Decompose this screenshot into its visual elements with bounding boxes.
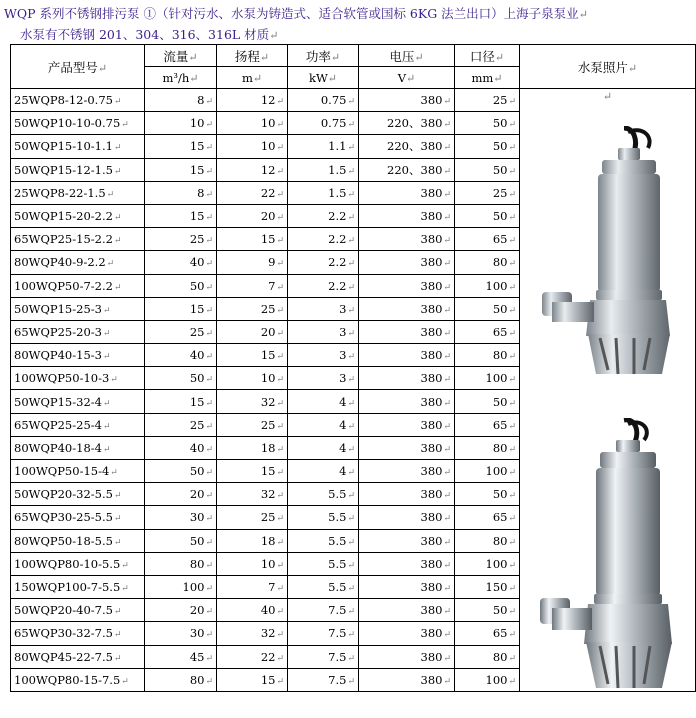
cell-caliber: 65↵ [455, 320, 520, 343]
cell-model: 25WQP8-12-0.75↵ [11, 89, 145, 112]
cell-caliber: 100↵ [455, 367, 520, 390]
cell-power: 1.5↵ [288, 181, 359, 204]
cell-model: 50WQP15-25-3↵ [11, 297, 145, 320]
cell-power: 5.5↵ [288, 552, 359, 575]
cell-head: 7↵ [217, 274, 288, 297]
cell-head: 10↵ [217, 367, 288, 390]
cell-head: 22↵ [217, 645, 288, 668]
cell-model: 100WQP80-10-5.5↵ [11, 552, 145, 575]
cell-head: 10↵ [217, 112, 288, 135]
cell-voltage: 380↵ [359, 204, 455, 227]
cell-caliber: 50↵ [455, 204, 520, 227]
cell-flow: 50↵ [145, 529, 217, 552]
cell-power: 2.2↵ [288, 228, 359, 251]
cell-flow: 15↵ [145, 297, 217, 320]
cell-power: 5.5↵ [288, 575, 359, 598]
cell-model: 50WQP20-32-5.5↵ [11, 483, 145, 506]
table-row [11, 89, 696, 112]
cell-flow: 15↵ [145, 135, 217, 158]
cell-model: 65WQP25-20-3↵ [11, 320, 145, 343]
cell-power: 0.75↵ [288, 112, 359, 135]
cell-flow: 50↵ [145, 367, 217, 390]
cell-caliber: 100↵ [455, 460, 520, 483]
doc-title-line [4, 4, 696, 22]
unit-power: kW↵ [288, 67, 359, 89]
cell-power: 2.2↵ [288, 274, 359, 297]
cell-flow: 40↵ [145, 251, 217, 274]
cell-voltage: 380↵ [359, 529, 455, 552]
cell-power: 7.5↵ [288, 645, 359, 668]
cell-flow: 80↵ [145, 668, 217, 691]
cell-caliber: 150↵ [455, 575, 520, 598]
cell-caliber: 100↵ [455, 668, 520, 691]
cell-model: 100WQP80-15-7.5↵ [11, 668, 145, 691]
cell-model: 65WQP25-15-2.2↵ [11, 228, 145, 251]
cell-power: 3↵ [288, 320, 359, 343]
cell-caliber: 50↵ [455, 599, 520, 622]
cell-power: 5.5↵ [288, 529, 359, 552]
cell-head: 15↵ [217, 228, 288, 251]
cell-caliber: 65↵ [455, 228, 520, 251]
cell-power: 5.5↵ [288, 483, 359, 506]
cell-model: 100WQP50-15-4↵ [11, 460, 145, 483]
cell-voltage: 380↵ [359, 367, 455, 390]
cell-voltage: 380↵ [359, 599, 455, 622]
cell-power: 7.5↵ [288, 622, 359, 645]
cell-flow: 10↵ [145, 112, 217, 135]
cell-power: 7.5↵ [288, 599, 359, 622]
doc-subtitle-text: 水泵有不锈钢 201、304、316、316L 材质 [20, 27, 270, 42]
cell-power: 0.75↵ [288, 89, 359, 112]
cell-power: 2.2↵ [288, 204, 359, 227]
cell-voltage: 380↵ [359, 344, 455, 367]
cell-flow: 30↵ [145, 506, 217, 529]
cell-model: 80WQP40-15-3↵ [11, 344, 145, 367]
table-header-row [11, 45, 696, 67]
cell-power: 4↵ [288, 413, 359, 436]
cell-head: 15↵ [217, 668, 288, 691]
cell-head: 9↵ [217, 251, 288, 274]
cell-model: 50WQP10-10-0.75↵ [11, 112, 145, 135]
cell-head: 25↵ [217, 297, 288, 320]
cell-model: 100WQP50-7-2.2↵ [11, 274, 145, 297]
cell-caliber: 50↵ [455, 135, 520, 158]
cell-flow: 100↵ [145, 575, 217, 598]
cell-head: 7↵ [217, 575, 288, 598]
cell-voltage: 380↵ [359, 390, 455, 413]
cell-caliber: 50↵ [455, 112, 520, 135]
paragraph-mark-icon: ↵ [602, 90, 613, 103]
cell-flow: 40↵ [145, 436, 217, 459]
cell-head: 20↵ [217, 320, 288, 343]
cell-caliber: 50↵ [455, 390, 520, 413]
cell-flow: 25↵ [145, 228, 217, 251]
col-header-power: 功率↵ [288, 45, 359, 67]
cell-voltage: 380↵ [359, 89, 455, 112]
cell-power: 7.5↵ [288, 668, 359, 691]
cell-power: 4↵ [288, 436, 359, 459]
unit-voltage: V↵ [359, 67, 455, 89]
cell-model: 150WQP100-7-5.5↵ [11, 575, 145, 598]
cell-model: 25WQP8-22-1.5↵ [11, 181, 145, 204]
cell-model: 65WQP30-32-7.5↵ [11, 622, 145, 645]
cell-flow: 20↵ [145, 483, 217, 506]
cell-head: 15↵ [217, 460, 288, 483]
unit-head: m↵ [217, 67, 288, 89]
cell-power: 3↵ [288, 367, 359, 390]
cell-voltage: 380↵ [359, 552, 455, 575]
paragraph-mark-icon: ↵ [578, 8, 588, 21]
cell-power: 3↵ [288, 297, 359, 320]
cell-model: 80WQP40-18-4↵ [11, 436, 145, 459]
unit-caliber: mm↵ [455, 67, 520, 89]
cell-caliber: 65↵ [455, 622, 520, 645]
cell-flow: 15↵ [145, 158, 217, 181]
cell-model: 80WQP40-9-2.2↵ [11, 251, 145, 274]
cell-flow: 20↵ [145, 599, 217, 622]
cell-head: 12↵ [217, 158, 288, 181]
cell-caliber: 80↵ [455, 251, 520, 274]
col-header-caliber: 口径↵ [455, 45, 520, 67]
cell-caliber: 80↵ [455, 344, 520, 367]
cell-model: 80WQP50-18-5.5↵ [11, 529, 145, 552]
cell-caliber: 25↵ [455, 181, 520, 204]
cell-power: 5.5↵ [288, 506, 359, 529]
cell-model: 50WQP15-20-2.2↵ [11, 204, 145, 227]
cell-power: 4↵ [288, 460, 359, 483]
cell-caliber: 80↵ [455, 645, 520, 668]
cell-head: 25↵ [217, 413, 288, 436]
cell-caliber: 65↵ [455, 413, 520, 436]
cell-head: 22↵ [217, 181, 288, 204]
col-header-head: 扬程↵ [217, 45, 288, 67]
cell-flow: 15↵ [145, 390, 217, 413]
cell-voltage: 380↵ [359, 460, 455, 483]
cell-voltage: 220、380↵ [359, 158, 455, 181]
cell-power: 3↵ [288, 344, 359, 367]
cell-power: 4↵ [288, 390, 359, 413]
cell-model: 50WQP20-40-7.5↵ [11, 599, 145, 622]
cell-head: 12↵ [217, 89, 288, 112]
cell-flow: 15↵ [145, 204, 217, 227]
cell-head: 32↵ [217, 390, 288, 413]
cell-head: 32↵ [217, 483, 288, 506]
cell-voltage: 380↵ [359, 274, 455, 297]
cell-voltage: 380↵ [359, 668, 455, 691]
cell-flow: 25↵ [145, 320, 217, 343]
doc-title-text: WQP 系列不锈钢排污泵 ①（针对污水、水泵为铸造式、适合软管或国标 6KG 法兰出口）上海子泉泵业 [4, 6, 579, 21]
cell-flow: 45↵ [145, 645, 217, 668]
cell-caliber: 50↵ [455, 297, 520, 320]
cell-voltage: 380↵ [359, 320, 455, 343]
cell-head: 32↵ [217, 622, 288, 645]
cell-flow: 8↵ [145, 89, 217, 112]
cell-flow: 80↵ [145, 552, 217, 575]
cell-voltage: 220、380↵ [359, 135, 455, 158]
cell-head: 10↵ [217, 135, 288, 158]
cell-caliber: 80↵ [455, 529, 520, 552]
doc-subtitle-line [20, 25, 696, 43]
cell-voltage: 380↵ [359, 645, 455, 668]
cell-flow: 40↵ [145, 344, 217, 367]
submersible-pump-photo [538, 418, 674, 698]
cell-caliber: 25↵ [455, 89, 520, 112]
cell-caliber: 50↵ [455, 483, 520, 506]
cell-voltage: 380↵ [359, 575, 455, 598]
cell-head: 18↵ [217, 529, 288, 552]
cell-caliber: 50↵ [455, 158, 520, 181]
col-header-voltage: 电压↵ [359, 45, 455, 67]
cell-power: 2.2↵ [288, 251, 359, 274]
col-header-model: 产品型号↵ [11, 45, 145, 89]
cell-flow: 30↵ [145, 622, 217, 645]
col-header-photo: 水泵照片↵ [520, 45, 696, 89]
cell-model: 100WQP50-10-3↵ [11, 367, 145, 390]
cell-voltage: 380↵ [359, 436, 455, 459]
cell-model: 65WQP25-25-4↵ [11, 413, 145, 436]
paragraph-mark-icon: ↵ [269, 29, 279, 42]
cell-model: 50WQP15-32-4↵ [11, 390, 145, 413]
cell-flow: 50↵ [145, 274, 217, 297]
cell-voltage: 380↵ [359, 181, 455, 204]
unit-flow: m³/h↵ [145, 67, 217, 89]
cell-voltage: 380↵ [359, 413, 455, 436]
col-header-flow: 流量↵ [145, 45, 217, 67]
cell-voltage: 380↵ [359, 228, 455, 251]
cell-flow: 8↵ [145, 181, 217, 204]
cell-flow: 50↵ [145, 460, 217, 483]
cell-flow: 25↵ [145, 413, 217, 436]
cell-model: 50WQP15-12-1.5↵ [11, 158, 145, 181]
cell-head: 25↵ [217, 506, 288, 529]
cell-voltage: 380↵ [359, 251, 455, 274]
cell-head: 20↵ [217, 204, 288, 227]
cell-model: 65WQP30-25-5.5↵ [11, 506, 145, 529]
cell-power: 1.1↵ [288, 135, 359, 158]
cell-caliber: 65↵ [455, 506, 520, 529]
cell-voltage: 220、380↵ [359, 112, 455, 135]
cell-head: 40↵ [217, 599, 288, 622]
cell-voltage: 380↵ [359, 297, 455, 320]
submersible-pump-photo [538, 126, 674, 382]
cell-voltage: 380↵ [359, 622, 455, 645]
cell-power: 1.5↵ [288, 158, 359, 181]
cell-model: 80WQP45-22-7.5↵ [11, 645, 145, 668]
cell-voltage: 380↵ [359, 506, 455, 529]
cell-caliber: 80↵ [455, 436, 520, 459]
cell-head: 15↵ [217, 344, 288, 367]
cell-model: 50WQP15-10-1.1↵ [11, 135, 145, 158]
cell-head: 10↵ [217, 552, 288, 575]
cell-caliber: 100↵ [455, 274, 520, 297]
cell-voltage: 380↵ [359, 483, 455, 506]
cell-caliber: 100↵ [455, 552, 520, 575]
cell-head: 18↵ [217, 436, 288, 459]
